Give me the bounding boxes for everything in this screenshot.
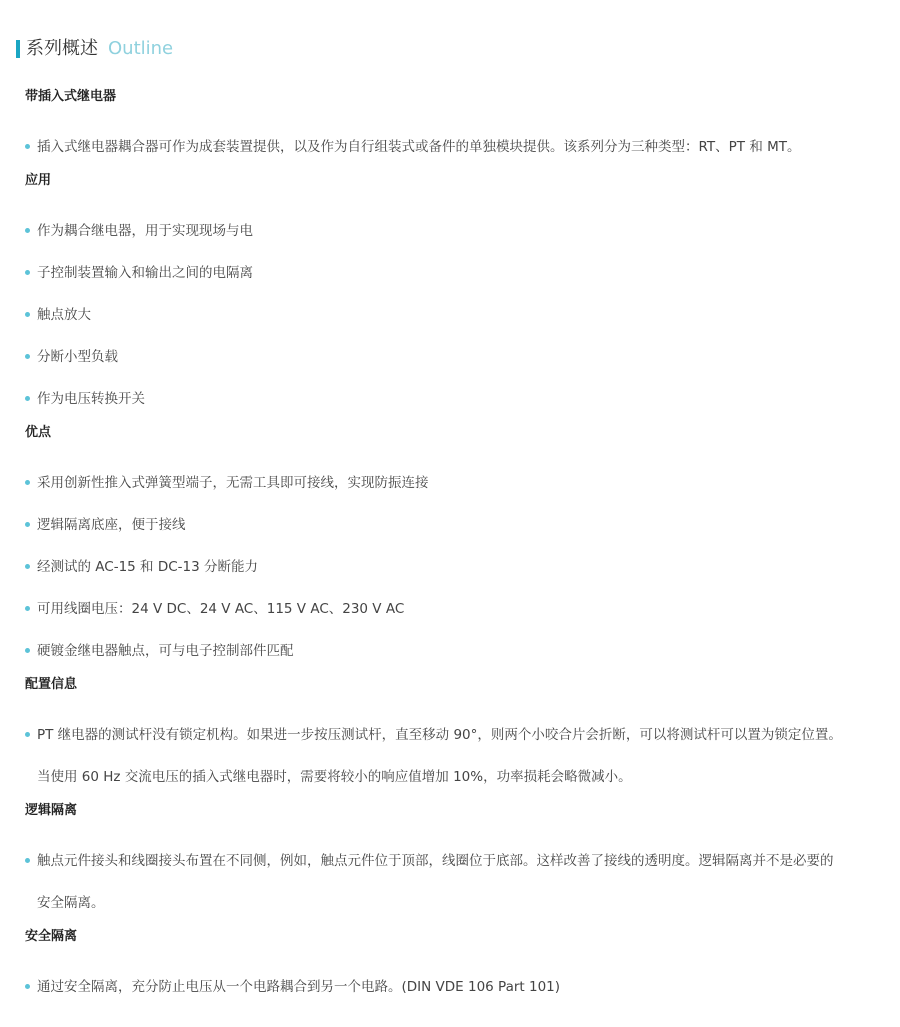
list-item <box>25 966 845 1008</box>
list-item <box>25 210 845 252</box>
bullet-dot-icon <box>25 228 30 233</box>
list-item <box>25 588 845 630</box>
header-accent-bar <box>16 40 20 58</box>
bullet-dot-icon <box>25 312 30 317</box>
group-title: 安全隔离 <box>25 929 78 944</box>
list-item-text: 分断小型负载 <box>37 349 118 365</box>
list-item-text: 逻辑隔离底座，便于接线 <box>37 517 186 533</box>
bullet-dot-icon <box>25 354 30 359</box>
bullet-dot-icon <box>25 396 30 401</box>
list-item <box>25 378 845 420</box>
list-item-text: PT 继电器的测试杆没有锁定机构。如果进一步按压测试杆，直至移动 90°，则两个小咬合片会折断，可以将测试杆可以置为锁定位置。当使用 60 Hz 交流电压的插入式继电器时，需要将较小的响应值增加 10%，功率损耗会略微减小。 <box>37 727 842 785</box>
list-item-text: 硬镀金继电器触点，可与电子控制部件匹配 <box>37 643 294 659</box>
list-item <box>25 546 845 588</box>
list-item <box>25 630 845 672</box>
list-item-text: 采用创新性推入式弹簧型端子，无需工具即可接线，实现防振连接 <box>37 475 429 491</box>
list-item-text: 触点元件接头和线圈接头布置在不同侧，例如，触点元件位于顶部，线圈位于底部。这样改善了接线的透明度。逻辑隔离并不是必要的安全隔离。 <box>37 853 834 911</box>
bullet-dot-icon <box>25 732 30 737</box>
list-item <box>25 840 845 924</box>
list-item <box>25 294 845 336</box>
section-title: 系列概述 <box>26 38 98 59</box>
list-item-text: 经测试的 AC-15 和 DC-13 分断能力 <box>37 559 259 575</box>
bullet-dot-icon <box>25 858 30 863</box>
list-item <box>25 504 845 546</box>
list-item-text: 可用线圈电压：24 V DC、24 V AC、115 V AC、230 V AC <box>37 601 405 617</box>
list-item <box>25 714 845 798</box>
bullet-dot-icon <box>25 564 30 569</box>
bullet-dot-icon <box>25 144 30 149</box>
section-header <box>16 38 173 60</box>
list-item <box>25 126 845 168</box>
content-body <box>0 84 900 1008</box>
bullet-dot-icon <box>25 522 30 527</box>
bullet-dot-icon <box>25 480 30 485</box>
list-item-text: 作为耦合继电器，用于实现现场与电 <box>37 223 253 239</box>
group-title: 逻辑隔离 <box>25 803 78 818</box>
list-item <box>25 462 845 504</box>
list-item-text: 子控制装置输入和输出之间的电隔离 <box>37 265 253 281</box>
group-title: 应用 <box>25 173 52 188</box>
list-item <box>25 336 845 378</box>
list-item-text: 插入式继电器耦合器可作为成套装置提供，以及作为自行组装式或备件的单独模块提供。该系列分为三种类型：RT、PT 和 MT。 <box>37 139 801 155</box>
group-title: 带插入式继电器 <box>25 89 117 104</box>
bullet-dot-icon <box>25 270 30 275</box>
bullet-dot-icon <box>25 648 30 653</box>
bullet-dot-icon <box>25 606 30 611</box>
group-title: 配置信息 <box>25 677 78 692</box>
list-item-text: 作为电压转换开关 <box>37 391 145 407</box>
section-subtitle: Outline <box>108 38 174 59</box>
list-item-text: 触点放大 <box>37 307 91 323</box>
list-item <box>25 252 845 294</box>
group-title: 优点 <box>25 425 52 440</box>
list-item-text: 通过安全隔离，充分防止电压从一个电路耦合到另一个电路。(DIN VDE 106 Part 101) <box>37 979 561 995</box>
bullet-dot-icon <box>25 984 30 989</box>
